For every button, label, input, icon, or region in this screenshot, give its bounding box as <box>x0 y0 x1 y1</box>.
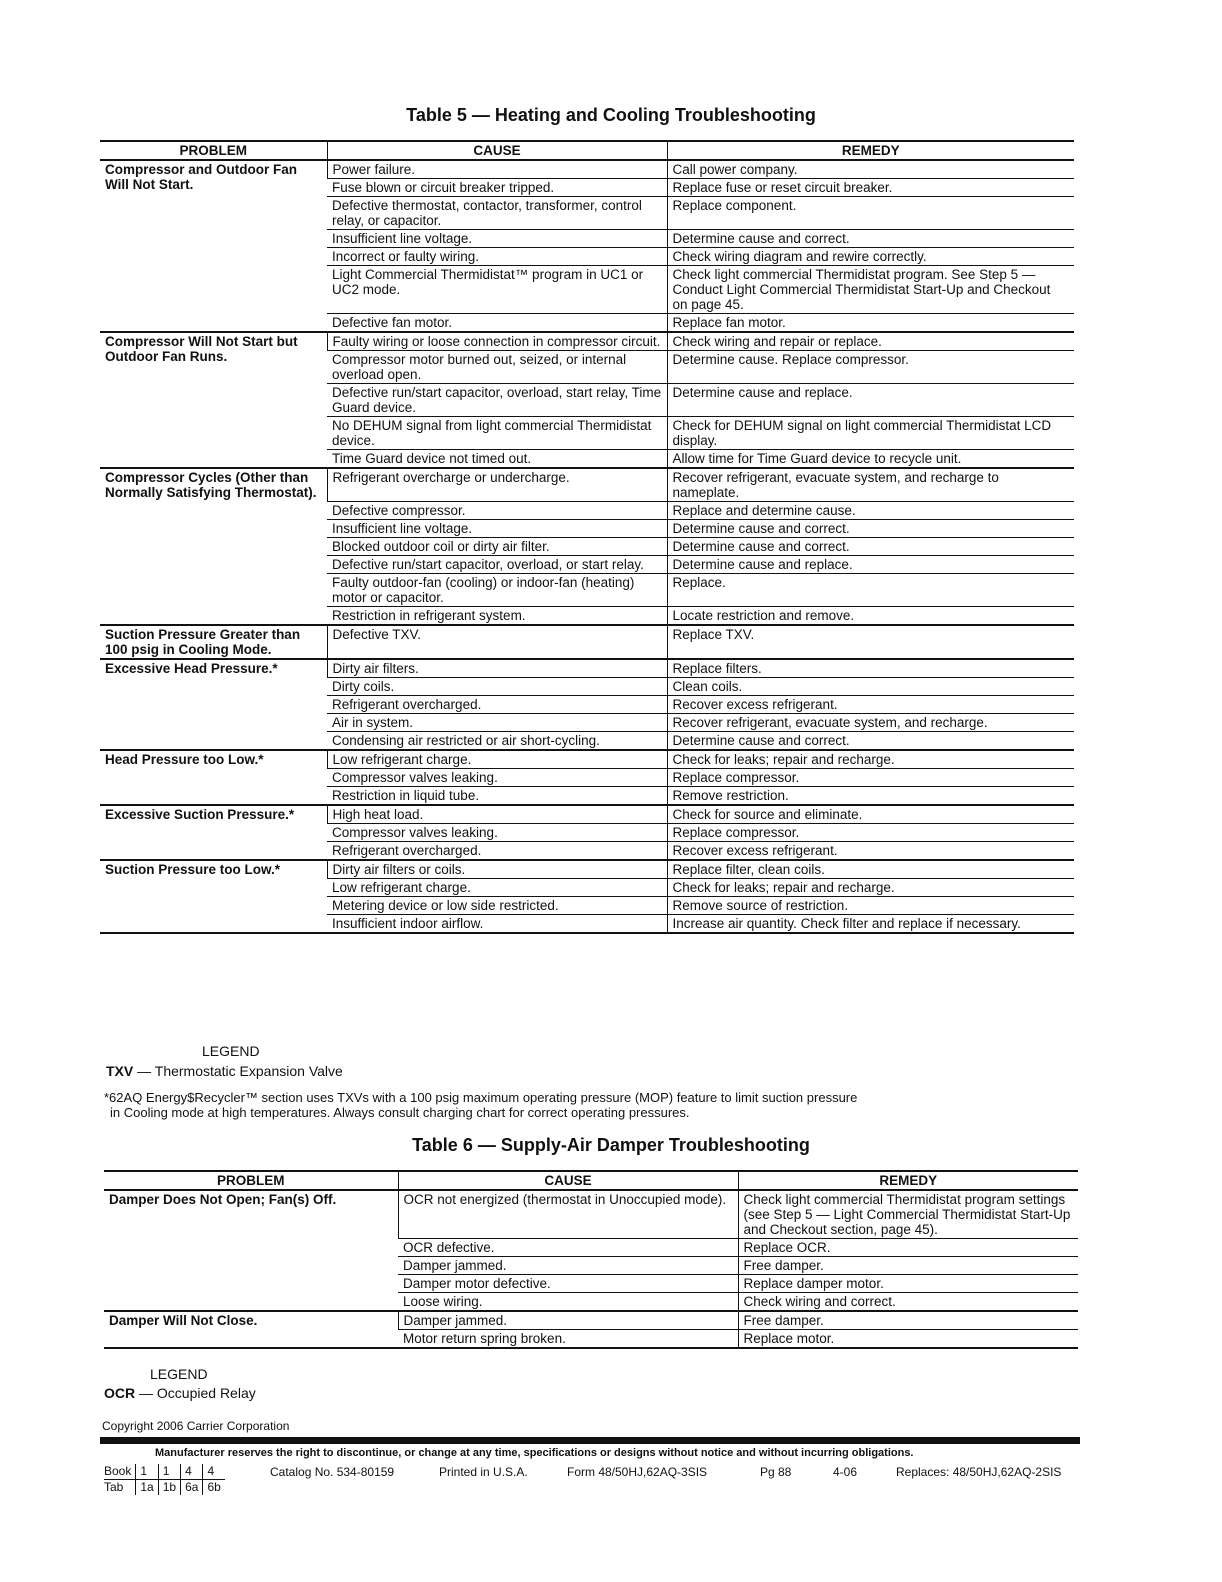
catalog-number: Catalog No. 534-80159 <box>270 1465 395 1479</box>
book-value: 1 <box>136 1464 158 1480</box>
remedy-cell: Clean coils. <box>667 678 1074 696</box>
remedy-cell: Replace. <box>667 574 1074 607</box>
cause-cell: Faulty wiring or loose connection in compressor circuit. <box>327 332 667 351</box>
table6-legend-entry <box>104 1385 256 1401</box>
table-row <box>100 468 1074 502</box>
legend-text: — Thermostatic Expansion Valve <box>137 1063 343 1079</box>
cause-cell: Power failure. <box>327 160 667 179</box>
cause-cell: Faulty outdoor-fan (cooling) or indoor-fan (heating) motor or capacitor. <box>327 574 667 607</box>
remedy-cell: Check for leaks; repair and recharge. <box>667 879 1074 897</box>
cause-cell: OCR defective. <box>398 1239 738 1257</box>
disclaimer: Manufacturer reserves the right to discontinue, or change at any time, specifications or designs without notice and without incurring obligations. <box>155 1447 914 1459</box>
cause-cell: Defective thermostat, contactor, transformer, control relay, or capacitor. <box>327 197 667 230</box>
remedy-cell: Replace damper motor. <box>738 1275 1078 1293</box>
cause-cell: Insufficient line voltage. <box>327 230 667 248</box>
problem-cell: Compressor Cycles (Other than Normally Satisfying Thermostat). <box>100 468 327 625</box>
remedy-cell: Determine cause and correct. <box>667 732 1074 751</box>
remedy-cell: Check wiring and correct. <box>738 1293 1078 1312</box>
cause-cell: Restriction in refrigerant system. <box>327 607 667 626</box>
table5 <box>100 140 1074 934</box>
tab-value: 1a <box>136 1480 158 1496</box>
remedy-cell: Determine cause and correct. <box>667 230 1074 248</box>
form-number: Form 48/50HJ,62AQ-3SIS <box>567 1465 708 1479</box>
remedy-cell: Recover refrigerant, evacuate system, and recharge to nameplate. <box>667 468 1074 502</box>
remedy-cell: Replace motor. <box>738 1330 1078 1349</box>
replaces: Replaces: 48/50HJ,62AQ-2SIS <box>896 1465 1062 1479</box>
remedy-cell: Replace filter, clean coils. <box>667 860 1074 879</box>
remedy-cell: Determine cause and correct. <box>667 520 1074 538</box>
book-value: 4 <box>203 1464 225 1480</box>
cause-cell: Defective run/start capacitor, overload, or start relay. <box>327 556 667 574</box>
remedy-cell: Determine cause and replace. <box>667 556 1074 574</box>
cause-cell: Light Commercial Thermidistat™ program in UC1 or UC2 mode. <box>327 266 667 314</box>
remedy-cell: Replace compressor. <box>667 824 1074 842</box>
cause-cell: Refrigerant overcharge or undercharge. <box>327 468 667 502</box>
remedy-cell: Determine cause and correct. <box>667 538 1074 556</box>
cause-cell: Compressor valves leaking. <box>327 824 667 842</box>
problem-cell: Excessive Suction Pressure.* <box>100 805 327 860</box>
legend-abbr: TXV <box>106 1063 134 1079</box>
cause-cell: Low refrigerant charge. <box>327 879 667 897</box>
table6-header-remedy: REMEDY <box>738 1171 1078 1190</box>
problem-cell: Damper Does Not Open; Fan(s) Off. <box>104 1190 398 1311</box>
print-date: 4-06 <box>833 1465 858 1479</box>
remedy-cell: Allow time for Time Guard device to recycle unit. <box>667 450 1074 469</box>
remedy-cell: Check wiring and repair or replace. <box>667 332 1074 351</box>
cause-cell: Fuse blown or circuit breaker tripped. <box>327 179 667 197</box>
remedy-cell: Check wiring diagram and rewire correctly. <box>667 248 1074 266</box>
book-value: 1 <box>158 1464 180 1480</box>
tab-label: Tab <box>104 1480 124 1494</box>
copyright: Copyright 2006 Carrier Corporation <box>102 1419 290 1433</box>
problem-cell: Compressor Will Not Start but Outdoor Fan Runs. <box>100 332 327 468</box>
remedy-cell: Remove restriction. <box>667 787 1074 806</box>
remedy-cell: Increase air quantity. Check filter and replace if necessary. <box>667 915 1074 934</box>
cause-cell: Low refrigerant charge. <box>327 750 667 769</box>
remedy-cell: Replace fuse or reset circuit breaker. <box>667 179 1074 197</box>
remedy-cell: Recover refrigerant, evacuate system, and recharge. <box>667 714 1074 732</box>
book-label: Book <box>104 1464 136 1480</box>
tab-value: 6b <box>203 1480 225 1496</box>
cause-cell: High heat load. <box>327 805 667 824</box>
cause-cell: Loose wiring. <box>398 1293 738 1312</box>
table-row <box>100 860 1074 879</box>
remedy-cell: Replace OCR. <box>738 1239 1078 1257</box>
remedy-cell: Remove source of restriction. <box>667 897 1074 915</box>
cause-cell: No DEHUM signal from light commercial Thermidistat device. <box>327 417 667 450</box>
table-row <box>100 160 1074 179</box>
remedy-cell: Check light commercial Thermidistat program. See Step 5 — Conduct Light Commercial Thermidistat Start-Up and Checkout on page 45. <box>667 266 1074 314</box>
cause-cell: Blocked outdoor coil or dirty air filter. <box>327 538 667 556</box>
remedy-cell: Check light commercial Thermidistat program settings (see Step 5 — Light Commercial Thermidistat Start-Up and Checkout section, page 45). <box>738 1190 1078 1239</box>
table6-header-problem: PROBLEM <box>104 1171 398 1190</box>
remedy-cell: Replace fan motor. <box>667 314 1074 333</box>
table-row <box>100 805 1074 824</box>
table-row <box>100 332 1074 351</box>
cause-cell: Incorrect or faulty wiring. <box>327 248 667 266</box>
tab-value: 1b <box>158 1480 180 1496</box>
cause-cell: Defective fan motor. <box>327 314 667 333</box>
problem-cell: Suction Pressure too Low.* <box>100 860 327 933</box>
cause-cell: Defective TXV. <box>327 625 667 659</box>
table-row <box>100 659 1074 678</box>
footnote-line-2: in Cooling mode at high temperatures. Always consult charging chart for correct operating pressures. <box>110 1105 690 1120</box>
remedy-cell: Locate restriction and remove. <box>667 607 1074 626</box>
problem-cell: Damper Will Not Close. <box>104 1311 398 1348</box>
cause-cell: Dirty air filters or coils. <box>327 860 667 879</box>
legend-text: — Occupied Relay <box>139 1385 256 1401</box>
cause-cell: Refrigerant overcharged. <box>327 696 667 714</box>
problem-cell: Excessive Head Pressure.* <box>100 659 327 750</box>
remedy-cell: Check for source and eliminate. <box>667 805 1074 824</box>
table-row <box>100 625 1074 659</box>
cause-cell: Compressor motor burned out, seized, or internal overload open. <box>327 351 667 384</box>
table5-header-remedy: REMEDY <box>667 141 1074 160</box>
table5-header-cause: CAUSE <box>327 141 667 160</box>
cause-cell: Compressor valves leaking. <box>327 769 667 787</box>
tab-value: 6a <box>181 1480 203 1496</box>
remedy-cell: Free damper. <box>738 1311 1078 1330</box>
table-row <box>104 1190 1078 1239</box>
table6-title: Table 6 — Supply-Air Damper Troubleshooting <box>412 1135 810 1155</box>
printed-in: Printed in U.S.A. <box>439 1465 528 1479</box>
problem-cell: Compressor and Outdoor Fan Will Not Start. <box>100 160 327 332</box>
cause-cell: Motor return spring broken. <box>398 1330 738 1349</box>
problem-cell: Head Pressure too Low.* <box>100 750 327 805</box>
footnote-line-1: *62AQ Energy$Recycler™ section uses TXVs with a 100 psig maximum operating pressure (MOP) feature to limit suction pressure <box>104 1090 858 1105</box>
remedy-cell: Replace and determine cause. <box>667 502 1074 520</box>
cause-cell: Damper motor defective. <box>398 1275 738 1293</box>
table-row <box>100 750 1074 769</box>
cause-cell: Dirty air filters. <box>327 659 667 678</box>
cause-cell: Condensing air restricted or air short-cycling. <box>327 732 667 751</box>
cause-cell: Defective run/start capacitor, overload, start relay, Time Guard device. <box>327 384 667 417</box>
cause-cell: Damper jammed. <box>398 1257 738 1275</box>
cause-cell: Time Guard device not timed out. <box>327 450 667 469</box>
remedy-cell: Replace component. <box>667 197 1074 230</box>
problem-cell: Suction Pressure Greater than 100 psig in Cooling Mode. <box>100 625 327 659</box>
legend-abbr: OCR <box>104 1385 136 1401</box>
cause-cell: Metering device or low side restricted. <box>327 897 667 915</box>
cause-cell: Defective compressor. <box>327 502 667 520</box>
table5-legend-entry <box>106 1063 343 1079</box>
book-tab-grid <box>104 1464 225 1495</box>
remedy-cell: Determine cause. Replace compressor. <box>667 351 1074 384</box>
remedy-cell: Replace TXV. <box>667 625 1074 659</box>
cause-cell: Dirty coils. <box>327 678 667 696</box>
table5-legend-title: LEGEND <box>202 1043 260 1059</box>
table5-title: Table 5 — Heating and Cooling Troubleshooting <box>406 105 816 125</box>
table6-legend-title: LEGEND <box>150 1366 208 1382</box>
remedy-cell: Replace filters. <box>667 659 1074 678</box>
cause-cell: Insufficient line voltage. <box>327 520 667 538</box>
remedy-cell: Recover excess refrigerant. <box>667 842 1074 861</box>
cause-cell: Damper jammed. <box>398 1311 738 1330</box>
cause-cell: Insufficient indoor airflow. <box>327 915 667 934</box>
table6 <box>104 1170 1078 1349</box>
book-value: 4 <box>181 1464 203 1480</box>
remedy-cell: Determine cause and replace. <box>667 384 1074 417</box>
remedy-cell: Call power company. <box>667 160 1074 179</box>
table5-header-problem: PROBLEM <box>100 141 327 160</box>
remedy-cell: Replace compressor. <box>667 769 1074 787</box>
table6-header-cause: CAUSE <box>398 1171 738 1190</box>
cause-cell: Air in system. <box>327 714 667 732</box>
remedy-cell: Check for DEHUM signal on light commercial Thermidistat LCD display. <box>667 417 1074 450</box>
cause-cell: OCR not energized (thermostat in Unoccupied mode). <box>398 1190 738 1239</box>
remedy-cell: Free damper. <box>738 1257 1078 1275</box>
remedy-cell: Check for leaks; repair and recharge. <box>667 750 1074 769</box>
remedy-cell: Recover excess refrigerant. <box>667 696 1074 714</box>
table-row <box>104 1311 1078 1330</box>
page-number: Pg 88 <box>760 1465 792 1479</box>
cause-cell: Restriction in liquid tube. <box>327 787 667 806</box>
footer-rule <box>100 1437 1080 1444</box>
cause-cell: Refrigerant overcharged. <box>327 842 667 861</box>
